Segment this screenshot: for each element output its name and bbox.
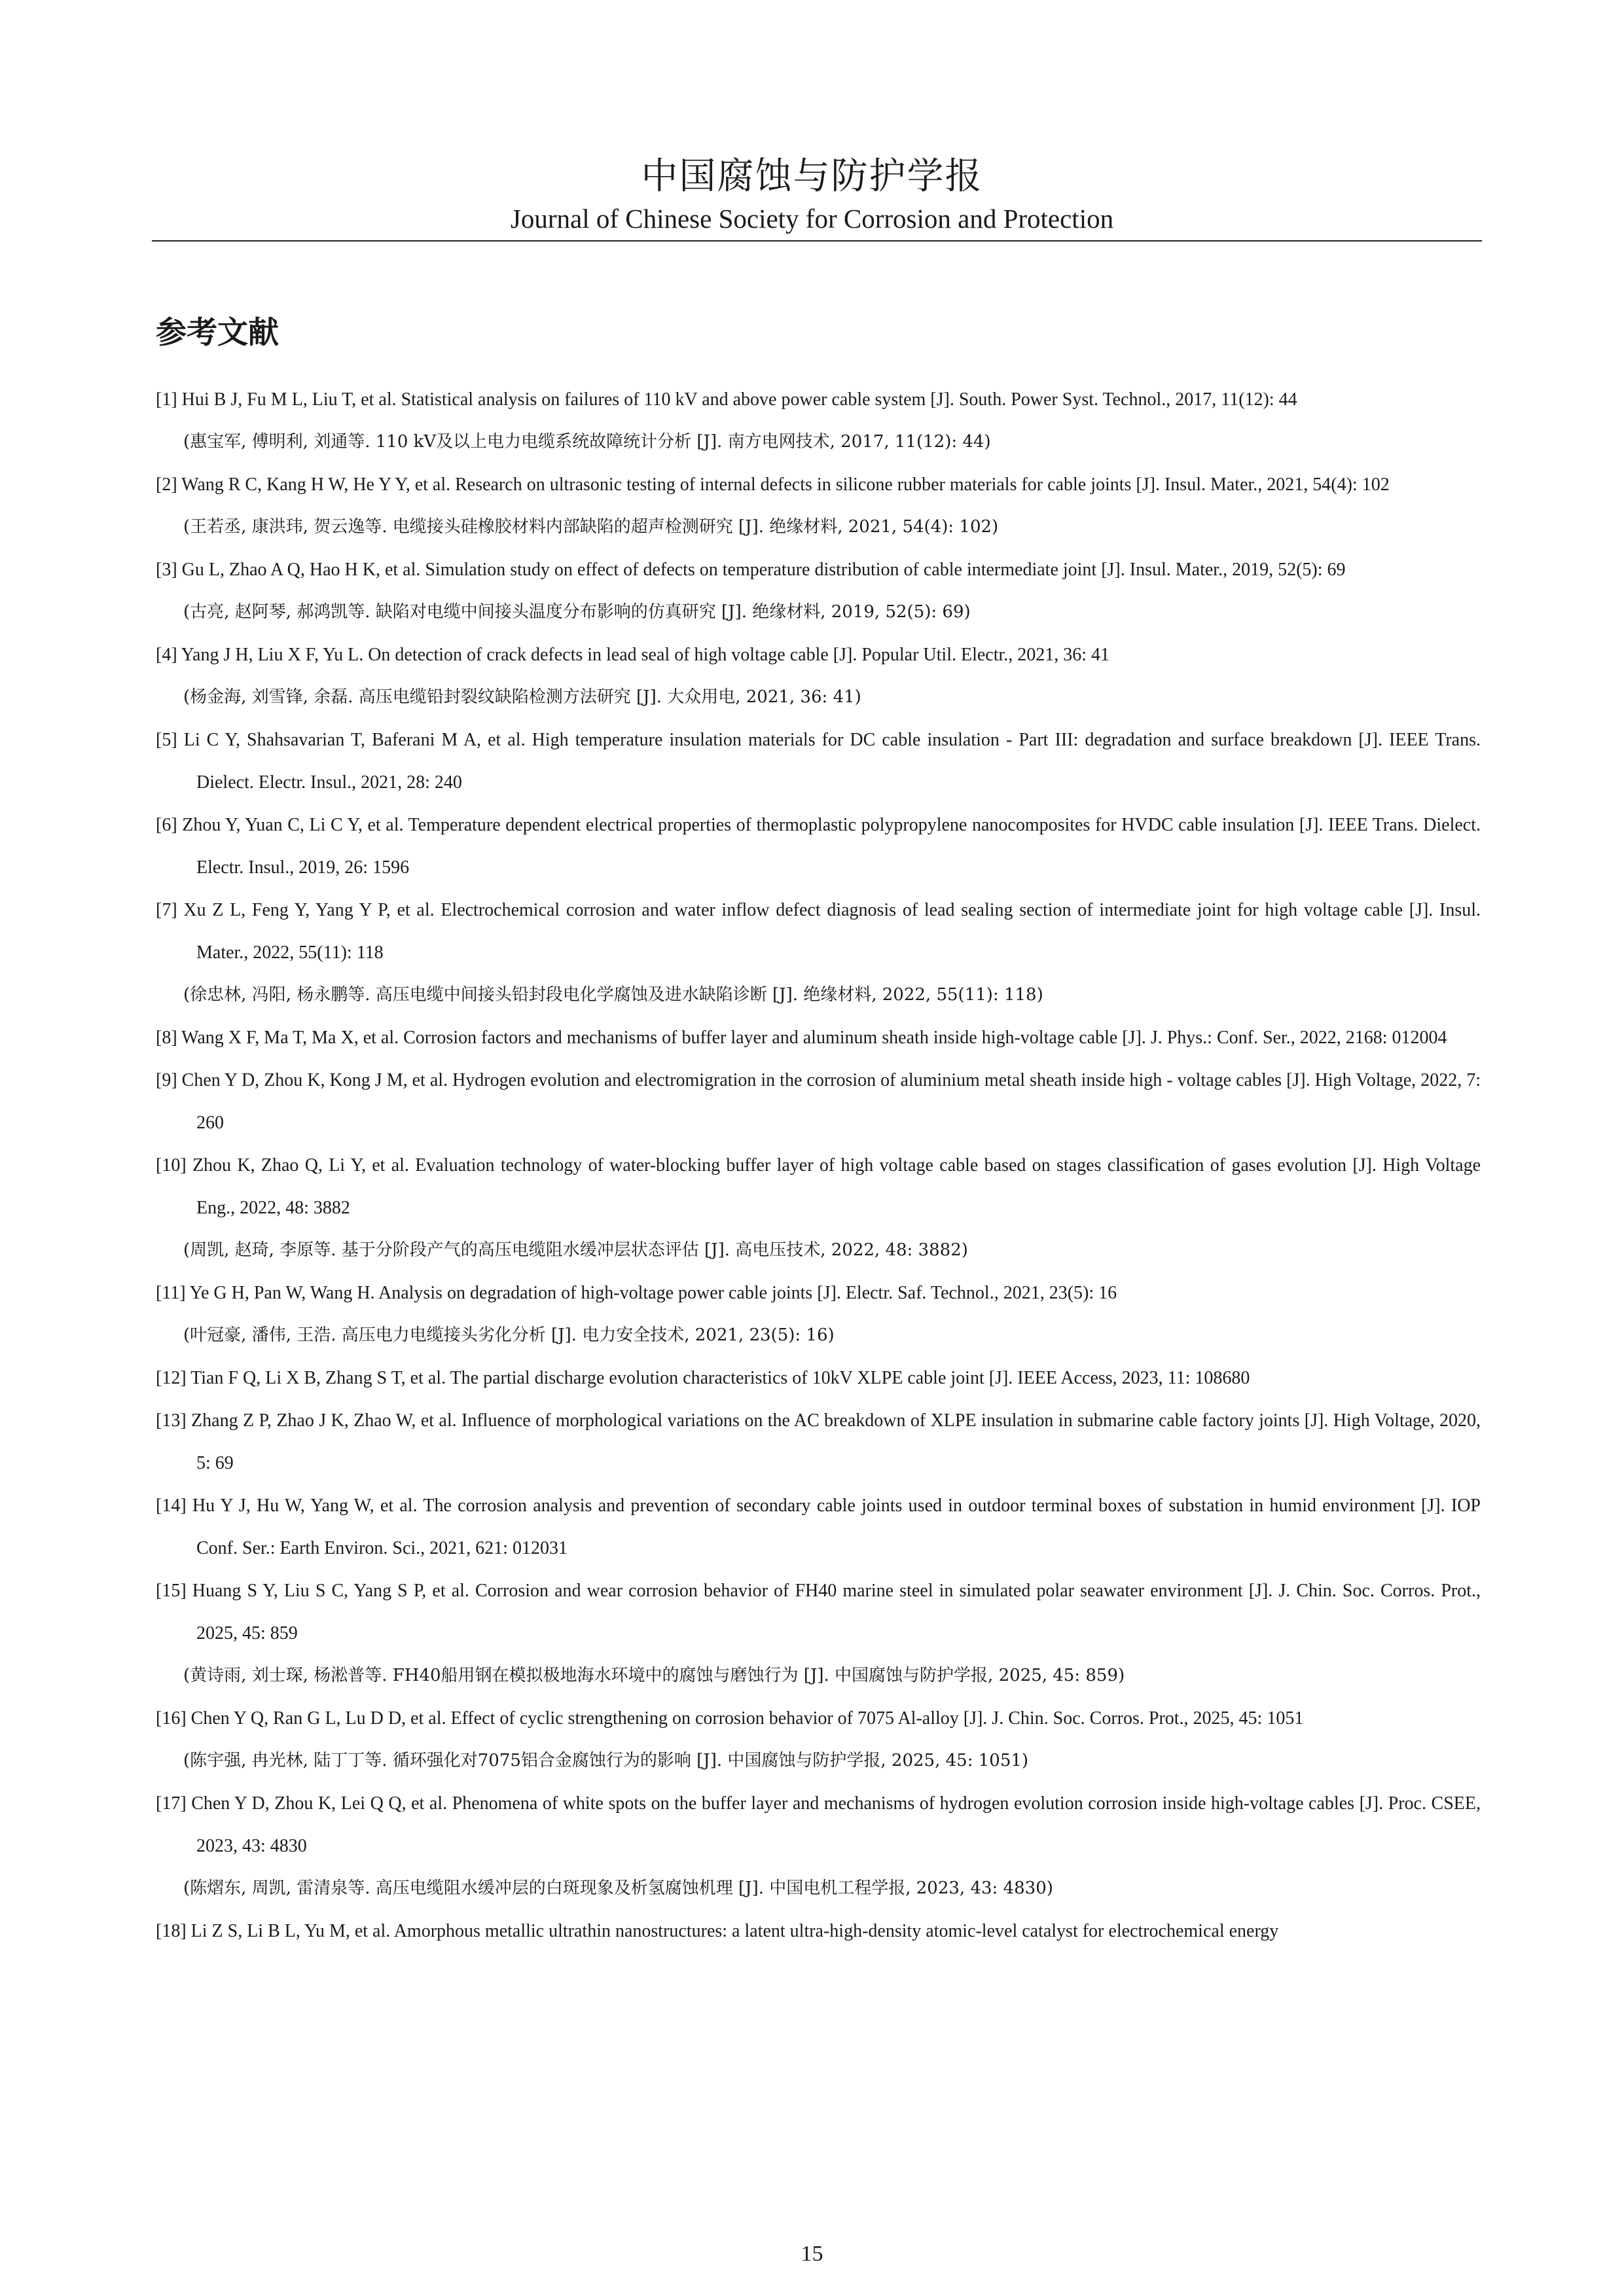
reference-entry-cn: (陈宇强, 冉光林, 陆丁丁等. 循环强化对7075铝合金腐蚀行为的影响 [J]. 中国腐蚀与防护学报, 2025, 45: 1051): [183, 1751, 1029, 1770]
reference-entry: [16] Chen Y Q, Ran G L, Lu D D, et al. Effect of cyclic strengthening on corrosion behavior of 7075 Al-alloy [J]. J. Chin. Soc. Corros. Prot., 2025, 45: 1051: [156, 1708, 1304, 1729]
reference-entry: [2] Wang R C, Kang H W, He Y Y, et al. Research on ultrasonic testing of internal defects in silicone rubber materials for cable joints [J]. Insul. Mater., 2021, 54(4): 102: [156, 475, 1390, 495]
reference-entry: [6] Zhou Y, Yuan C, Li C Y, et al. Temperature dependent electrical properties of thermoplastic polypropylene nanocomposites for HVDC cable insulation [J]. IEEE Trans. Dielect. Electr. Insul., 2019, 26: 1596: [156, 815, 1481, 878]
page-number: 15: [801, 2242, 823, 2266]
reference-entry: [10] Zhou K, Zhao Q, Li Y, et al. Evaluation technology of water-blocking buffer layer of high voltage cable based on stages classification of gases evolution [J]. High Voltage Eng., 2022, 48: 3882: [156, 1155, 1481, 1218]
reference-entry-cn: (王若丞, 康洪玮, 贺云逸等. 电缆接头硅橡胶材料内部缺陷的超声检测研究 [J]. 绝缘材料, 2021, 54(4): 102): [183, 517, 999, 537]
reference-entry: [18] Li Z S, Li B L, Yu M, et al. Amorphous metallic ultrathin nanostructures: a latent ultra-high-density atomic-level catalyst for electrochemical energy: [156, 1921, 1279, 1941]
reference-entry-cn: (杨金海, 刘雪锋, 余磊. 高压电缆铅封裂纹缺陷检测方法研究 [J]. 大众用电, 2021, 36: 41): [183, 687, 861, 707]
header-divider: [152, 240, 1482, 242]
reference-entry-cn: (惠宝军, 傅明利, 刘通等. 110 kV及以上电力电缆系统故障统计分析 [J]. 南方电网技术, 2017, 11(12): 44): [183, 432, 991, 452]
reference-list: [156, 378, 1481, 1952]
section-title: 参考文献: [156, 315, 279, 351]
reference-entry: [12] Tian F Q, Li X B, Zhang S T, et al. The partial discharge evolution characteristics of 10kV XLPE cable joint [J]. IEEE Access, 2023, 11: 108680: [156, 1368, 1250, 1388]
reference-entry: [1] Hui B J, Fu M L, Liu T, et al. Statistical analysis on failures of 110 kV and above power cable system [J]. South. Power Syst. Technol., 2017, 11(12): 44: [156, 389, 1297, 410]
reference-entry: [9] Chen Y D, Zhou K, Kong J M, et al. Hydrogen evolution and electromigration in the corrosion of aluminium metal sheath inside high - voltage cables [J]. High Voltage, 2022, 7: 260: [156, 1070, 1481, 1133]
reference-entry: [5] Li C Y, Shahsavarian T, Baferani M A, et al. High temperature insulation materials for DC cable insulation - Part III: degradation and surface breakdown [J]. IEEE Trans. Dielect. Electr. Insul., 2021, 28: 240: [156, 730, 1481, 793]
journal-title-cn: 中国腐蚀与防护学报: [641, 155, 983, 198]
reference-entry: [4] Yang J H, Liu X F, Yu L. On detection of crack defects in lead seal of high voltage cable [J]. Popular Util. Electr., 2021, 36: 41: [156, 645, 1110, 665]
reference-entry: [7] Xu Z L, Feng Y, Yang Y P, et al. Electrochemical corrosion and water inflow defect diagnosis of lead sealing section of intermediate joint for high voltage cable [J]. Insul. Mater., 2022, 55(11): 118: [156, 900, 1481, 963]
page-header: [0, 152, 1624, 236]
journal-title-en: Journal of Chinese Society for Corrosion and Protection: [510, 204, 1114, 234]
reference-entry-cn: (古亮, 赵阿琴, 郝鸿凯等. 缺陷对电缆中间接头温度分布影响的仿真研究 [J]. 绝缘材料, 2019, 52(5): 69): [183, 602, 971, 622]
reference-entry: [15] Huang S Y, Liu S C, Yang S P, et al. Corrosion and wear corrosion behavior of FH40 marine steel in simulated polar seawater environment [J]. J. Chin. Soc. Corros. Prot., 2025, 45: 859: [156, 1581, 1481, 1643]
reference-entry-cn: (徐忠林, 冯阳, 杨永鹏等. 高压电缆中间接头铅封段电化学腐蚀及进水缺陷诊断 [J]. 绝缘材料, 2022, 55(11): 118): [183, 985, 1043, 1005]
reference-entry: [17] Chen Y D, Zhou K, Lei Q Q, et al. Phenomena of white spots on the buffer layer and mechanisms of hydrogen evolution corrosion inside high-voltage cables [J]. Proc. CSEE, 2023, 43: 4830: [156, 1793, 1481, 1856]
reference-entry: [3] Gu L, Zhao A Q, Hao H K, et al. Simulation study on effect of defects on temperature distribution of cable intermediate joint [J]. Insul. Mater., 2019, 52(5): 69: [156, 560, 1346, 580]
reference-entry-cn: (黄诗雨, 刘士琛, 杨淞普等. FH40船用钢在模拟极地海水环境中的腐蚀与磨蚀行为 [J]. 中国腐蚀与防护学报, 2025, 45: 859): [183, 1666, 1125, 1685]
reference-entry-cn: (叶冠豪, 潘伟, 王浩. 高压电力电缆接头劣化分析 [J]. 电力安全技术, 2021, 23(5): 16): [183, 1325, 835, 1345]
reference-entry: [11] Ye G H, Pan W, Wang H. Analysis on degradation of high-voltage power cable joints [J]. Electr. Saf. Technol., 2021, 23(5): 16: [156, 1283, 1117, 1303]
reference-entry: [14] Hu Y J, Hu W, Yang W, et al. The corrosion analysis and prevention of secondary cable joints used in outdoor terminal boxes of substation in humid environment [J]. IOP Conf. Ser.: Earth Environ. Sci., 2021, 621: 012031: [156, 1496, 1481, 1558]
reference-entry-cn: (周凯, 赵琦, 李原等. 基于分阶段产气的高压电缆阻水缓冲层状态评估 [J]. 高电压技术, 2022, 48: 3882): [183, 1240, 968, 1260]
reference-entry-cn: (陈熠东, 周凯, 雷清泉等. 高压电缆阻水缓冲层的白斑现象及析氢腐蚀机理 [J]. 中国电机工程学报, 2023, 43: 4830): [183, 1878, 1053, 1898]
reference-entry: [8] Wang X F, Ma T, Ma X, et al. Corrosion factors and mechanisms of buffer layer and aluminum sheath inside high-voltage cable [J]. J. Phys.: Conf. Ser., 2022, 2168: 012004: [156, 1028, 1447, 1048]
reference-entry: [13] Zhang Z P, Zhao J K, Zhao W, et al. Influence of morphological variations on the AC breakdown of XLPE insulation in submarine cable factory joints [J]. High Voltage, 2020, 5: 69: [156, 1410, 1481, 1473]
